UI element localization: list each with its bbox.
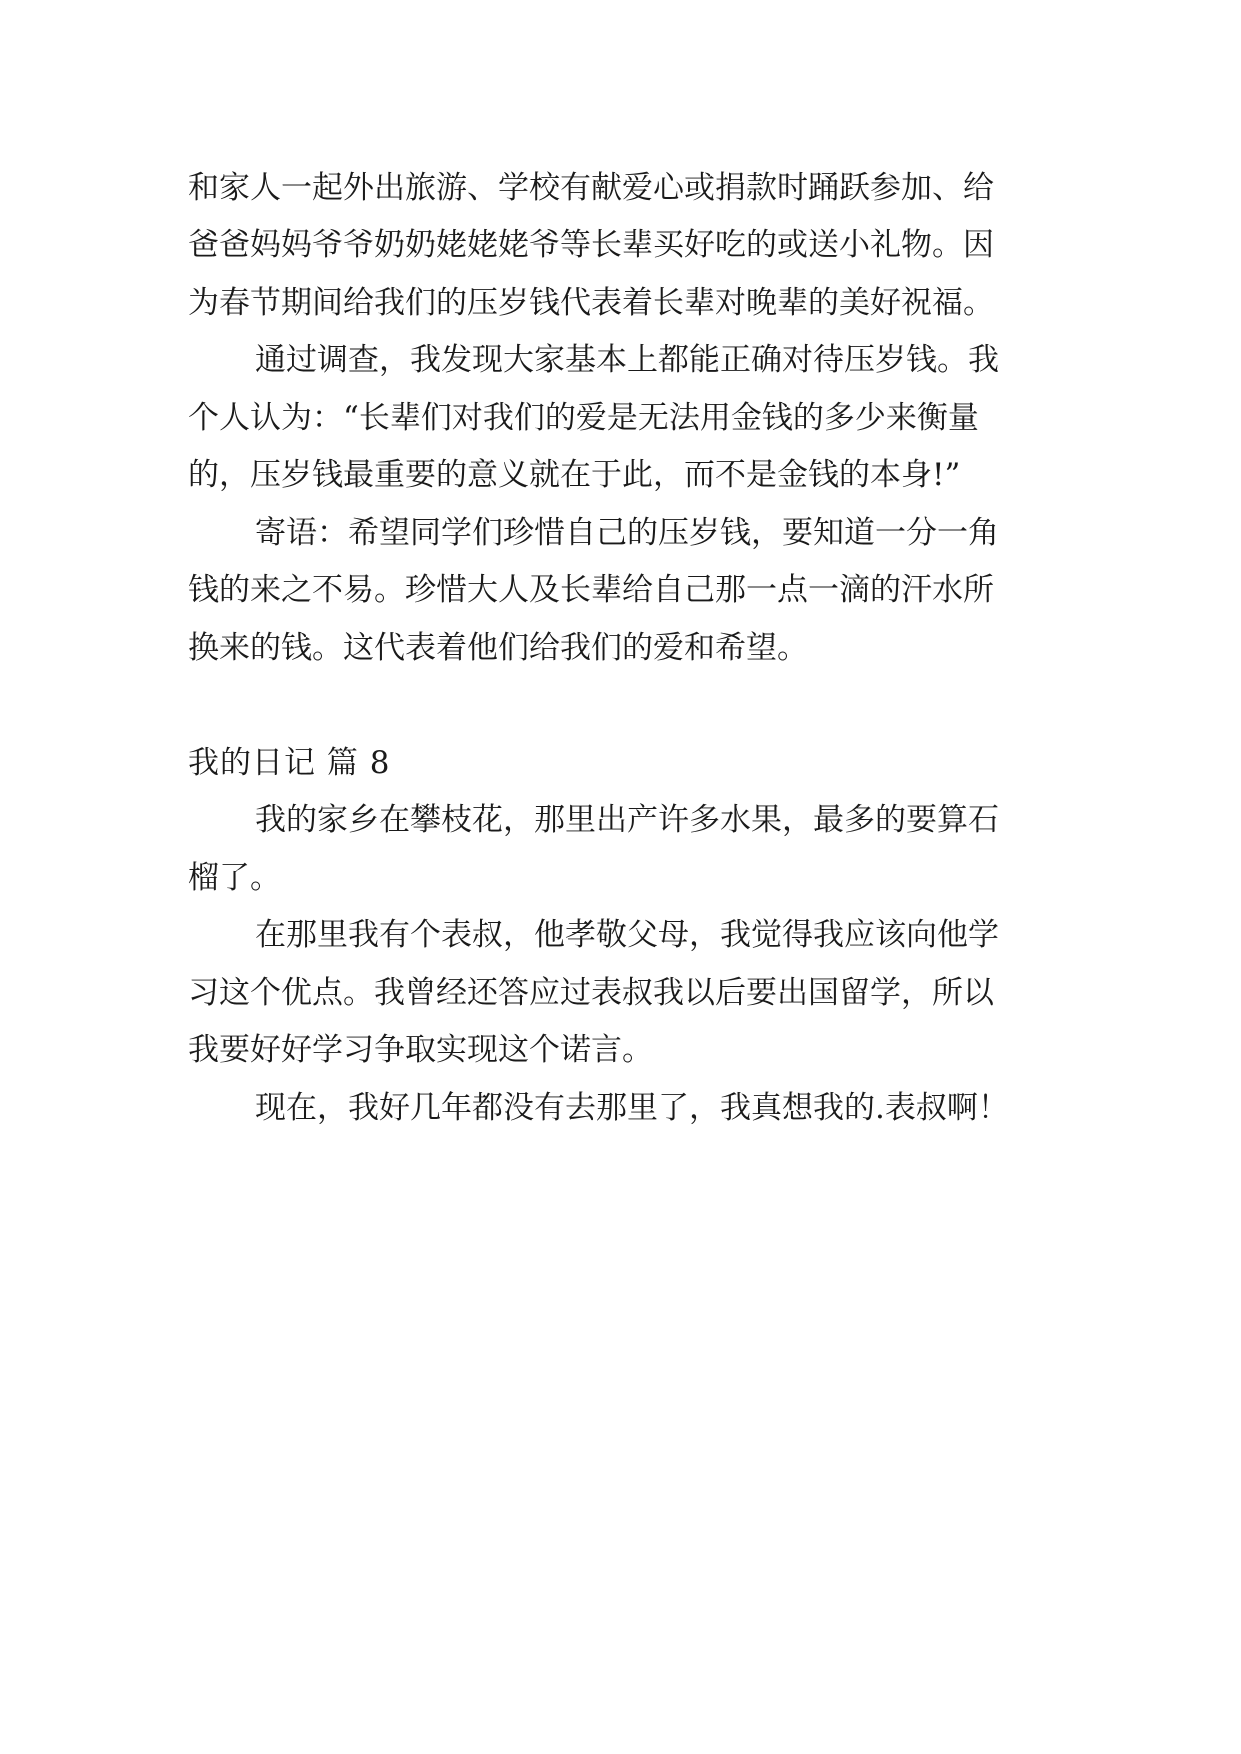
paragraph-line: 和家人一起外出旅游、学校有献爱心或捐款时踊跃参加、给 (188, 170, 994, 206)
paragraph-line: 榴了。 (188, 860, 281, 896)
paragraph-line: 爸爸妈妈爷爷奶奶姥姥姥爷等长辈买好吃的或送小礼物。因 (188, 227, 994, 263)
paragraph-line: 的，压岁钱最重要的意义就在于此，而不是金钱的本身!” (188, 457, 961, 493)
paragraph-line: 我要好好学习争取实现这个诺言。 (188, 1032, 653, 1068)
paragraph-line: 通过调查，我发现大家基本上都能正确对待压岁钱。我 (255, 342, 999, 378)
paragraph-line: 寄语：希望同学们珍惜自己的压岁钱，要知道一分一角 (255, 515, 999, 551)
paragraph-line: 换来的钱。这代表着他们给我们的爱和希望。 (188, 630, 808, 666)
paragraph-line: 个人认为：“长辈们对我们的爱是无法用金钱的多少来衡量 (188, 400, 979, 436)
paragraph-line: 我的家乡在攀枝花，那里出产许多水果，最多的要算石 (255, 802, 999, 838)
section-heading: 我的日记 篇 8 (188, 745, 391, 781)
paragraph-line: 钱的来之不易。珍惜大人及长辈给自己那一点一滴的汗水所 (188, 572, 994, 608)
paragraph-line: 现在，我好几年都没有去那里了，我真想我的.表叔啊！ (255, 1090, 1009, 1126)
paragraph-line: 习这个优点。我曾经还答应过表叔我以后要出国留学，所以 (188, 975, 994, 1011)
paragraph-line: 在那里我有个表叔，他孝敬父母，我觉得我应该向他学 (255, 917, 999, 953)
paragraph-line: 为春节期间给我们的压岁钱代表着长辈对晚辈的美好祝福。 (188, 285, 994, 321)
